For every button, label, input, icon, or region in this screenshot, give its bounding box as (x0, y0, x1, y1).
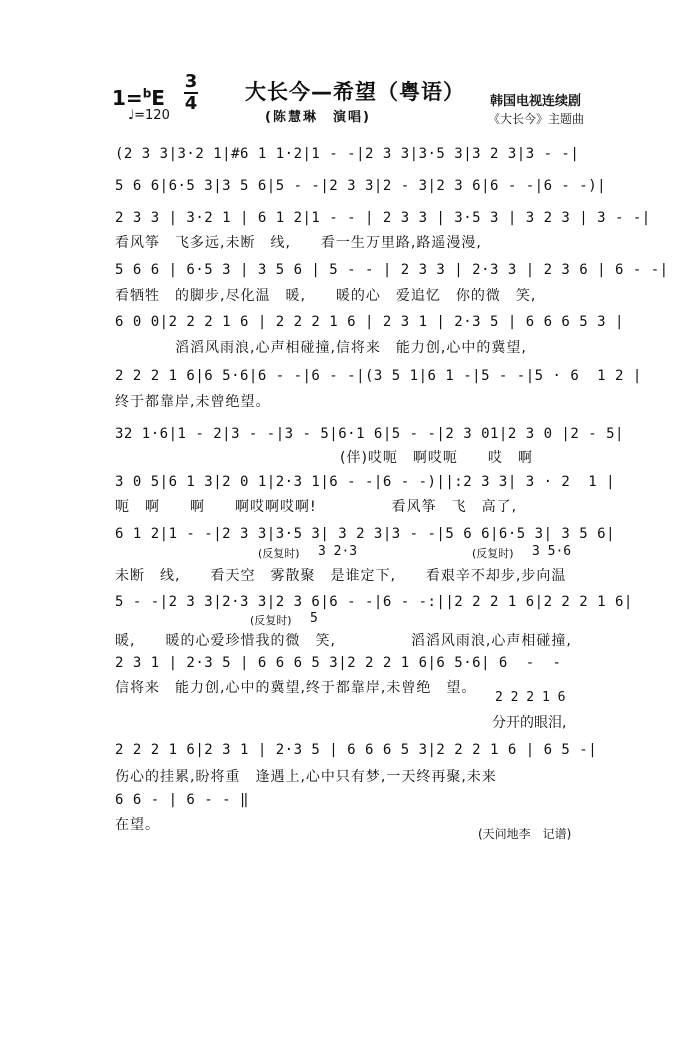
key-signature: 1=$^b$E (112, 86, 165, 110)
time-bottom: 4 (184, 93, 198, 114)
song-title: 大长今—希望（粤语） (245, 80, 465, 104)
ending-notes: 2 2 2 1 6 (495, 690, 566, 705)
notation-line-7: 32 1·6|1 - 2|3 - -|3 - 5|6·1 6|5 - -|2 3 01|2 3 0 |2 - 5| (115, 426, 624, 442)
singer-credit: (陈慧琳 演唱) (265, 110, 371, 125)
lyrics-line-3: 看风筝 飞多远,未断 线, 看一生万里路,路遥漫漫, (115, 235, 482, 251)
lyrics-line-5: 滔滔风雨浪,心声相碰撞,信将来 能力创,心中的冀望, (115, 340, 527, 356)
repeat-alt-2: 3 5·6 (532, 544, 572, 559)
notation-line-4: 5 6 6 | 6·5 3 | 3 5 6 | 5 - - | 2 3 3 | 2·3 3 | 2 3 6 | 6 - -| (115, 262, 669, 278)
lyrics-line-11: 信将来 能力创,心中的冀望,终于都靠岸,未曾绝 望。 (115, 680, 477, 696)
notation-line-12: 2 2 2 1 6|2 3 1 | 2·3 5 | 6 6 6 5 3|2 2 2 1 6 | 6 5 -| (115, 742, 598, 758)
lyrics-line-13: 在望。 (115, 817, 160, 833)
ending-lyrics: 分开的眼泪, (492, 715, 567, 731)
notation-line-11: 2 3 1 | 2·3 5 | 6 6 6 5 3|2 2 2 1 6|6 5·6| 6 - - (115, 655, 562, 671)
repeat-label-3: (反复时) (250, 614, 292, 627)
flat-sign: b (142, 86, 152, 101)
lyrics-line-10: 暖, 暖的心爱珍惜我的微 笑, 滔滔风雨浪,心声相碰撞, (115, 633, 572, 649)
time-top: 3 (184, 71, 198, 92)
lyrics-line-8: 呃 啊 啊 啊哎啊哎啊! 看风筝 飞 高了, (115, 499, 518, 515)
time-signature (184, 72, 198, 114)
notation-line-8: 3 0 5|6 1 3|2 0 1|2·3 1|6 - -|6 - -)||:2 3 3| 3 · 2 1 | (115, 474, 616, 490)
repeat-label-2: (反复时) (472, 547, 514, 560)
tempo-mark: ♩=120 (128, 108, 170, 123)
lyrics-line-9: 未断 线, 看天空 雾散聚 是谁定下, 看艰辛不却步,步向温 (115, 568, 567, 584)
transcriber-credit: (天问地李 记谱) (478, 827, 572, 841)
repeat-alt-1: 3 2·3 (318, 544, 358, 559)
notation-line-1: (2 3 3|3·2 1|#6 1 1·2|1 - -|2 3 3|3·5 3|3 2 3|3 - -| (115, 146, 580, 162)
notation-line-6: 2 2 2 1 6|6 5·6|6 - -|6 - -|(3 5 1|6 1 -|5 - -|5 · 6 1 2 | (115, 368, 642, 384)
lyrics-line-4: 看牺牲 的脚步,尽化温 暖, 暖的心 爱追忆 你的微 笑, (115, 288, 537, 304)
notation-line-13: 6 6 - | 6 - - ‖ (115, 792, 249, 808)
lyrics-line-6: 终于都靠岸,未曾绝望。 (115, 394, 271, 410)
notation-line-2: 5 6 6|6·5 3|3 5 6|5 - -|2 3 3|2 - 3|2 3 6|6 - -|6 - -)| (115, 178, 607, 194)
lyrics-line-12: 伤心的挂累,盼将重 逢遇上,心中只有梦,一天终再聚,未来 (115, 769, 497, 785)
lyrics-line-7: (伴)哎呃 啊哎呃 哎 啊 (115, 450, 533, 466)
notation-line-5: 6 0 0|2 2 2 1 6 | 2 2 2 1 6 | 2 3 1 | 2·3 5 | 6 6 6 5 3 | (115, 314, 624, 330)
repeat-alt-3: 5 (310, 611, 318, 626)
source-line-2: 《大长今》主题曲 (488, 112, 585, 126)
notation-line-9: 6 1 2|1 - -|2 3 3|3·5 3| 3 2 3|3 - -|5 6 6|6·5 3| 3 5 6| (115, 526, 616, 542)
source-line-1: 韩国电视连续剧 (490, 94, 582, 109)
notation-line-10: 5 - -|2 3 3|2·3 3|2 3 6|6 - -|6 - -:||2 2 2 1 6|2 2 2 1 6| (115, 594, 633, 610)
repeat-label-1: (反复时) (258, 547, 300, 560)
notation-line-3: 2 3 3 | 3·2 1 | 6 1 2|1 - - | 2 3 3 | 3·5 3 | 3 2 3 | 3 - -| (115, 210, 651, 226)
